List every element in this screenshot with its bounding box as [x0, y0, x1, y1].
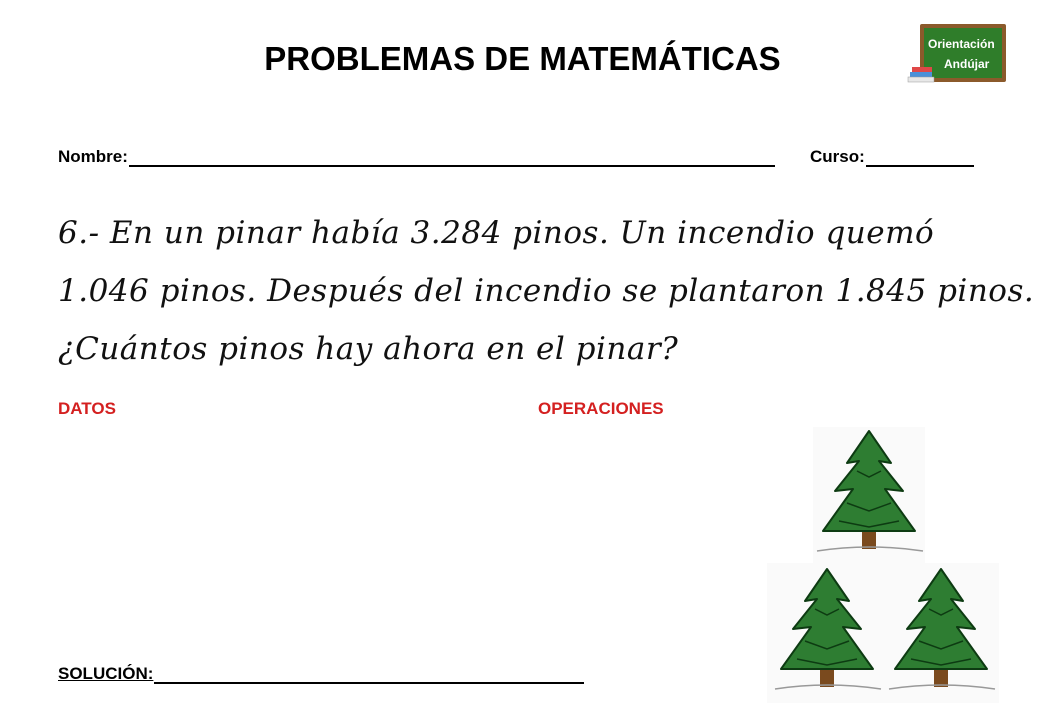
solucion-field[interactable] [58, 664, 584, 684]
problem-line: 1.046 pinos. Después del incendio se plantaron 1.845 pinos. [58, 273, 1035, 309]
problem-statement [58, 204, 1035, 378]
solucion-blank[interactable] [154, 666, 584, 684]
page-title: PROBLEMAS DE MATEMÁTICAS [264, 40, 781, 77]
nombre-label: Nombre: [58, 147, 128, 166]
datos-heading: DATOS [58, 399, 116, 418]
orientacion-andujar-logo [906, 22, 1010, 86]
svg-text:Andújar: Andújar [944, 57, 990, 71]
svg-text:Orientación: Orientación [928, 37, 995, 51]
curso-blank[interactable] [866, 149, 974, 167]
curso-label: Curso: [810, 147, 865, 166]
curso-field[interactable] [810, 147, 974, 167]
nombre-field[interactable] [58, 147, 775, 167]
problem-line: ¿Cuántos pinos hay ahora en el pinar? [58, 331, 679, 367]
problem-line: 6.- En un pinar había 3.284 pinos. Un incendio quemó [58, 215, 935, 251]
operaciones-heading: OPERACIONES [538, 399, 664, 418]
nombre-blank[interactable] [129, 149, 775, 167]
solucion-label: SOLUCIÓN: [58, 664, 154, 683]
pine-trees-icon [765, 425, 1010, 705]
